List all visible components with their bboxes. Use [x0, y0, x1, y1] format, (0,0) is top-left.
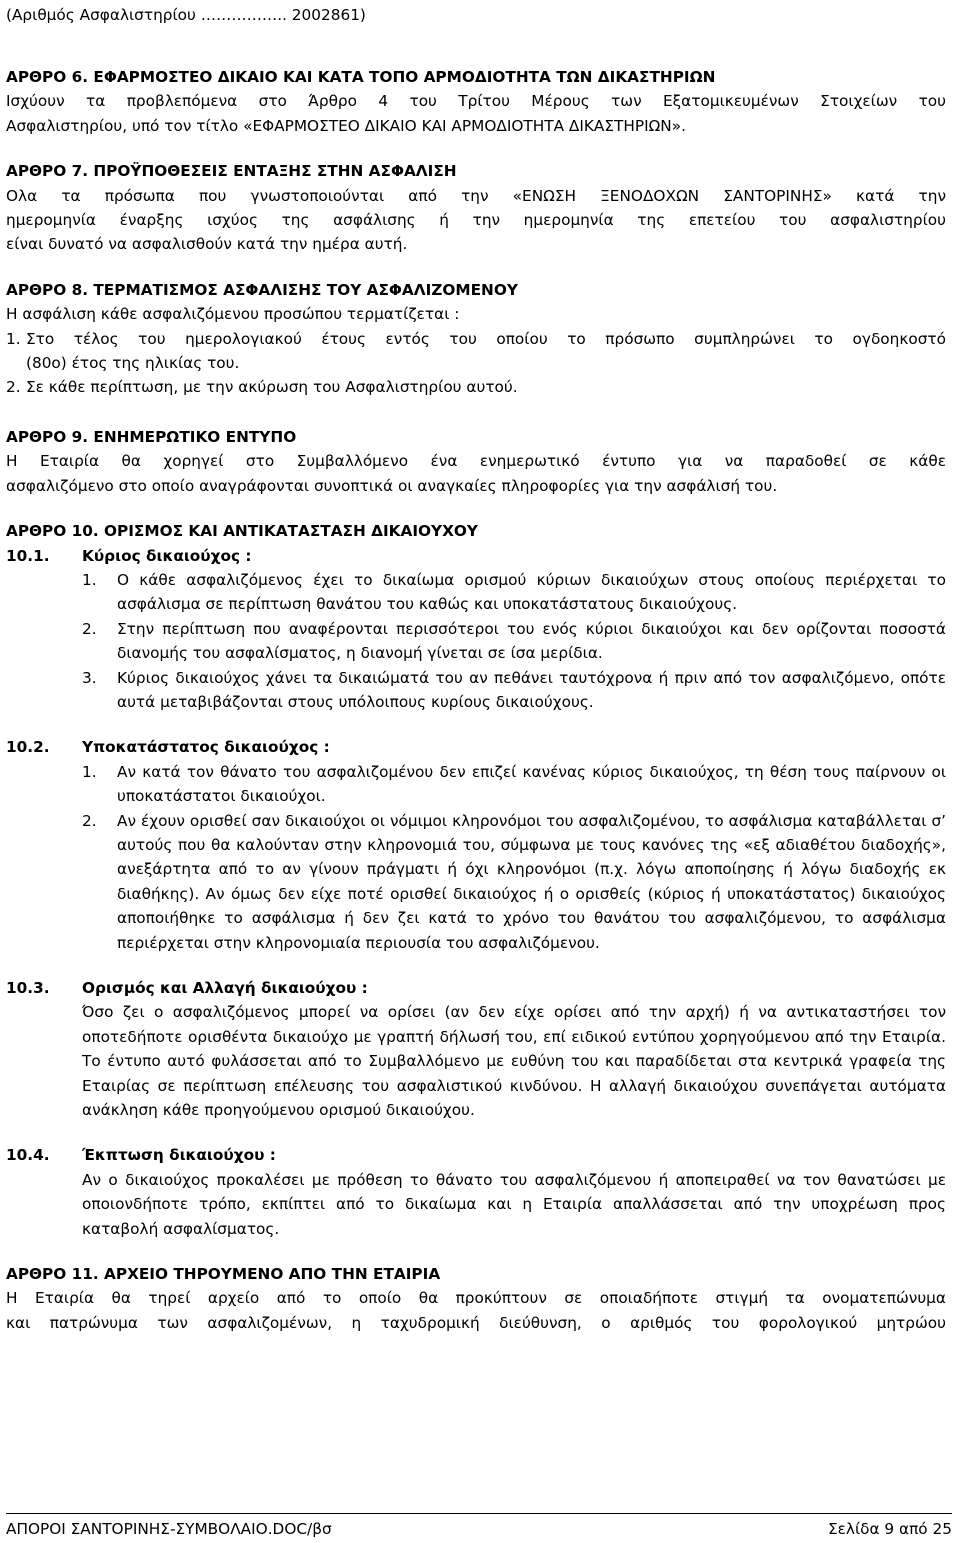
article-7-line: είναι δυνατό να ασφαλισθούν κατά την ημέρα αυτή. [6, 235, 408, 254]
subsection-title: Κύριος δικαιούχος : [82, 546, 252, 565]
footer-filename: ΑΠΟΡΟΙ ΣΑΝΤΟΡΙΝΗΣ-ΣΥΜΒΟΛΑΙΟ.DOC/βσ [6, 1520, 332, 1538]
article-6-line: Ασφαλιστηρίου, υπό τον τίτλο «ΕΦΑΡΜΟΣΤΕΟ ΔΙΚΑΙΟ ΚΑΙ ΑΡΜΟΔΙΟΤΗΤΑ ΔΙΚΑΣΤΗΡΙΩΝ». [6, 116, 686, 135]
article-9-line: ασφαλιζόμενο στο οποίο αναγράφονται συνοπτικά οι αναγκαίες πληροφορίες για την ασφάλισή του. [6, 476, 778, 495]
list-item [82, 617, 946, 666]
article-11-title: ΑΡΘΡΟ 11. ΑΡΧΕΙΟ ΤΗΡΟΥΜΕΝΟ ΑΠΟ ΤΗΝ ΕΤΑΙΡΙΑ [6, 1265, 441, 1284]
article-8-title: ΑΡΘΡΟ 8. ΤΕΡΜΑΤΙΣΜΟΣ ΑΣΦΑΛΙΣΗΣ ΤΟΥ ΑΣΦΑΛΙΖΟΜΕΝΟΥ [6, 280, 518, 299]
item-text: Αν έχουν ορισθεί σαν δικαιούχοι οι νόμιμοι κληρονόμοι του ασφαλιζομένου, το ασφάλισμα καταβάλλεται σ’ αυτούς που θα καλούνταν στην κληρονομιά του, σύμφωνα με τους κανόνες της «εξ αδιαθέτου διαδοχής», ανεξάρτητα από το αν γίνουν πράγματι ή όχι κληρονόμοι (π.χ. λόγω αποποίησης ή λόγω διαδοχής εκ διαθήκης). Αν όμως δεν είχε ποτέ ορισθεί δικαιούχος ή ο ορισθείς (κύριος ή υποκατάστατος) δικαιούχος αποποιήθηκε το ασφάλισμα ή δεν ζει κατά το χρόνο του θανάτου του ασφαλιζόμενου, το ασφάλισμα περιέρχεται στην κληρονομιαία περιουσία του ασφαλιζόμενου. [117, 811, 946, 952]
article-10-title: ΑΡΘΡΟ 10. ΟΡΙΣΜΟΣ ΚΑΙ ΑΝΤΙΚΑΤΑΣΤΑΣΗ ΔΙΚΑΙΟΥΧΟΥ [6, 522, 478, 541]
subsection-10-2-heading [6, 735, 946, 759]
item-number: 2. [82, 619, 97, 638]
item-text: Αν κατά τον θάνατο του ασφαλιζομένου δεν επιζεί κανένας κύριος δικαιούχος, τη θέση τους παίρνουν οι υποκατάστατοι δικαιούχοι. [117, 762, 946, 806]
article-6-title: ΑΡΘΡΟ 6. ΕΦΑΡΜΟΣΤΕΟ ΔΙΚΑΙΟ ΚΑΙ ΚΑΤΑ ΤΟΠΟ ΑΡΜΟΔΙΟΤΗΤΑ ΤΩΝ ΔΙΚΑΣΤΗΡΙΩΝ [6, 68, 716, 86]
footer-page-number: Σελίδα 9 από 25 [827, 1520, 952, 1538]
article-9-line: Η Εταιρία θα χορηγεί στο Συμβαλλόμενο ένα ενημερωτικό έντυπο για να παραδοθεί σε κάθε [6, 452, 946, 471]
item-text: Σε κάθε περίπτωση, με την ακύρωση του Ασφαλιστηρίου αυτού. [26, 378, 518, 397]
article-8-item-1 [6, 327, 946, 376]
item-text: Στο τέλος του ημερολογιακού έτους εντός του οποίου το πρόσωπο συμπληρώνει το ογδοηκοστό [26, 329, 946, 348]
subsection-10-3-heading [6, 976, 946, 1000]
article-7 [6, 159, 946, 257]
article-9 [6, 425, 946, 498]
article-8-intro: Η ασφάλιση κάθε ασφαλιζόμενου προσώπου τερματίζεται : [6, 305, 460, 324]
article-6-line: Ισχύουν τα προβλεπόμενα στο Άρθρο 4 του Τρίτου Μέρους των Εξατομικευμένων Στοιχείων του [6, 92, 946, 111]
article-11-line: Η Εταιρία θα τηρεί αρχείο από το οποίο θα προκύπτουν σε οποιαδήποτε στιγμή τα ονοματεπώνυμα [6, 1289, 946, 1308]
subsection-title: Υποκατάστατος δικαιούχος : [82, 738, 330, 757]
list-item [82, 568, 946, 617]
item-number: 1. [6, 329, 21, 348]
article-11-line: και πατρώνυμα των ασφαλιζομένων, η ταχυδρομική διεύθυνση, ο αριθμός του φορολογικού μητρώου [6, 1313, 946, 1332]
subsection-10-4-text: Αν ο δικαιούχος προκαλέσει με πρόθεση το θάνατο του ασφαλιζόμενου ή αποπειραθεί να τον θανατώσει με οποιονδήποτε τρόπο, εκπίπτει από το δικαίωμα και η Εταιρία απαλλάσσεται από την υποχρέωση προς καταβολή ασφαλίσματος. [82, 1170, 946, 1238]
subsection-title: Έκπτωση δικαιούχου : [82, 1146, 276, 1165]
subsection-number: 10.1. [6, 546, 50, 565]
list-item [82, 760, 946, 809]
subsection-number: 10.4. [6, 1146, 50, 1165]
article-7-title: ΑΡΘΡΟ 7. ΠΡΟΫΠΟΘΕΣΕΙΣ ΕΝΤΑΞΗΣ ΣΤΗΝ ΑΣΦΑΛΙΣΗ [6, 162, 457, 181]
item-number: 1. [82, 570, 97, 589]
document-body [6, 65, 946, 1335]
item-text: (80ο) έτος της ηλικίας του. [26, 354, 240, 373]
item-number: 2. [82, 811, 97, 830]
subsection-10-1-heading [6, 544, 946, 568]
item-number: 3. [82, 668, 97, 687]
article-8 [6, 278, 946, 400]
article-6 [6, 65, 946, 138]
subsection-title: Ορισμός και Αλλαγή δικαιούχου : [82, 979, 368, 997]
item-text: Στην περίπτωση που αναφέρονται περισσότεροι του ενός κύριοι δικαιούχοι και δεν ορίζονται ποσοστά διανομής του ασφαλίσματος, η διανομή γίνεται σε ίσα μερίδια. [117, 619, 946, 663]
subsection-number: 10.3. [6, 979, 50, 997]
list-item [82, 809, 946, 955]
item-number: 2. [6, 378, 21, 397]
article-7-line: Ολα τα πρόσωπα που γνωστοποιούνται από την «ΕΝΩΣΗ ΞΕΝΟΔΟΧΩΝ ΣΑΝΤΟΡΙΝΗΣ» κατά την [6, 186, 946, 205]
subsection-10-4-heading [6, 1143, 946, 1167]
article-10 [6, 519, 946, 1241]
article-11 [6, 1262, 946, 1335]
item-number: 1. [82, 762, 97, 781]
subsection-number: 10.2. [6, 738, 50, 757]
article-9-title: ΑΡΘΡΟ 9. ΕΝΗΜΕΡΩΤΙΚΟ ΕΝΤΥΠΟ [6, 427, 297, 446]
article-7-line: ημερομηνία έναρξης ισχύος της ασφάλισης ή την ημερομηνία της επετείου του ασφαλιστηρίου [6, 211, 946, 230]
item-text: Κύριος δικαιούχος χάνει τα δικαιώματά του αν πεθάνει ταυτόχρονα ή πριν από τον ασφαλιζόμενο, οπότε αυτά μεταβιβάζονται στους υπόλοιπους κυρίους δικαιούχους. [117, 668, 946, 711]
list-item [82, 666, 946, 715]
article-8-item-2 [6, 375, 946, 399]
page-header: (Αριθμός Ασφαλιστηρίου …………….. 2002861) [6, 6, 366, 24]
subsection-10-3-text: Όσο ζει ο ασφαλιζόμενος μπορεί να ορίσει (αν δεν είχε ορίσει από την αρχή) ή να αντικαταστήσει τον οποτεδήποτε ορισθέντα δικαιούχο με γραπτή δήλωσή του, επί ειδικού εντύπου χορηγούμενου από την Εταιρία. Το έντυπο αυτό φυλάσσεται από το Συμβαλλόμενο με ευθύνη του και παραδίδεται στα κεντρικά γραφεία της Εταιρίας σε περίπτωση επέλευσης του ασφαλιστικού κινδύνου. Η αλλαγή δικαιούχου συνεπάγεται αυτόματα ανάκληση κάθε προηγούμενου ορισμού δικαιούχου. [82, 1003, 946, 1120]
page-footer [6, 1513, 952, 1541]
item-text: Ο κάθε ασφαλιζόμενος έχει το δικαίωμα ορισμού κύριων δικαιούχων στους οποίους περιέρχεται το ασφάλισμα σε περίπτωση θανάτου του καθώς και υποκατάστατους δικαιούχους. [117, 570, 946, 614]
